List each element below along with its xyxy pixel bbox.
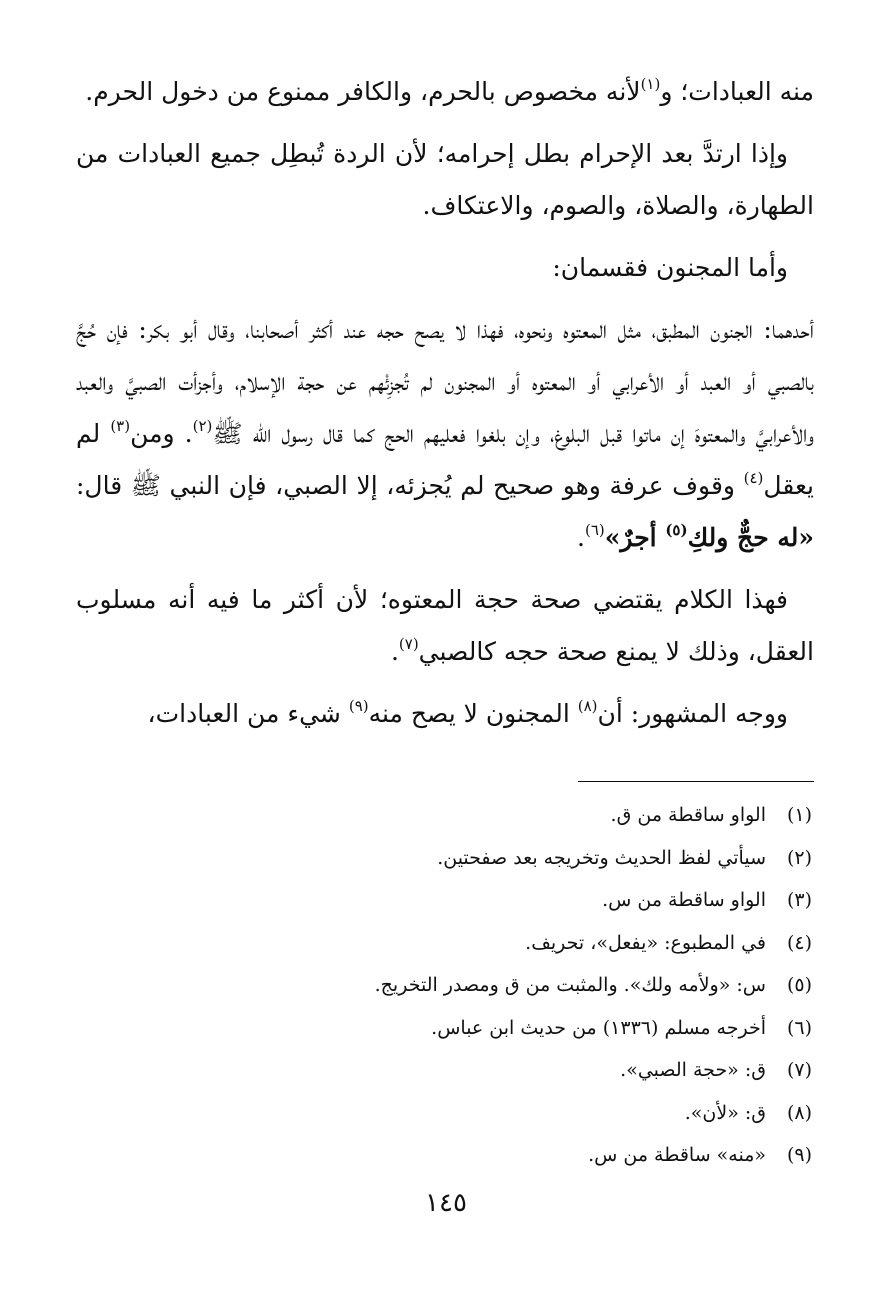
text-run: المجنون لا يصح منه xyxy=(368,699,578,728)
footnote-number: (٣) xyxy=(786,889,812,911)
footnote-ref[interactable]: (٢) xyxy=(192,416,213,435)
hadith-quote: «له حجٌّ ولكِ xyxy=(687,523,814,552)
footnote-text: س: «ولأمه ولك». والمثبت من ق ومصدر التخريج. xyxy=(374,974,766,996)
footnote-text: سيأتي لفظ الحديث وتخريجه بعد صفحتين. xyxy=(437,846,766,869)
text-run: لم يعقل xyxy=(76,419,814,500)
text-run: منه العبادات؛ و xyxy=(660,77,814,106)
text-run: وأما المجنون فقسمان: xyxy=(552,253,788,282)
footnote-ref[interactable]: (٧) xyxy=(398,634,419,653)
footnote-number: (٨) xyxy=(786,1101,812,1124)
hadith-quote: أجرٌ» xyxy=(604,523,666,552)
footnote-number: (٤) xyxy=(786,931,812,954)
footnote-ref[interactable]: (٥) xyxy=(665,520,688,539)
text-run: أحدهما: الجنون المطبق، مثل المعتوه ونحوه، فهذا لا يصح حجه عند أكثر أصحابنا، وقال أبو بكر: فإن حُجَّ بالصبي أو العبد أو الأعرابي أو المعتوه أو المجنون لم تُجزِئْهم عن حجة الإسلام، وأجزأت الصبيَّ والعبد والأعرابيَّ والمعتوهَ إن ماتوا قبل البلوغ، وإن بلغوا فعليهم الحج كما قال رسول الله ﷺ xyxy=(76,315,815,448)
text-run: شيء من العبادات، xyxy=(147,699,349,728)
footnote-text: الواو ساقطة من س. xyxy=(602,889,766,911)
footnote-ref[interactable]: (٨) xyxy=(577,696,598,715)
text-run: فهذا الكلام يقتضي صحة حجة المعتوه؛ لأن أكثر ما فيه أنه مسلوب العقل، وذلك لا يمنع صحة حجه كالصبي xyxy=(76,585,814,666)
paragraph-2 xyxy=(76,128,814,232)
paragraph-5 xyxy=(76,574,814,678)
footnote-number: (١) xyxy=(786,804,812,826)
text-run: . ومن xyxy=(130,419,193,448)
paragraph-3 xyxy=(76,242,814,294)
footnote-ref[interactable]: (٣) xyxy=(110,416,131,435)
paragraph-4 xyxy=(76,304,814,564)
footnote-text: «منه» ساقطة من س. xyxy=(588,1144,766,1166)
footnote-number: (٦) xyxy=(786,1016,812,1039)
footnote-item xyxy=(82,837,812,880)
page-number: ١٤٥ xyxy=(425,1188,467,1218)
footnote-item xyxy=(82,1092,812,1135)
footnote-ref[interactable]: (٤) xyxy=(743,468,764,487)
footnote-item xyxy=(82,794,812,837)
footnote-number: (٧) xyxy=(786,1059,812,1081)
footnote-item xyxy=(82,879,812,922)
text-run: . xyxy=(390,637,399,666)
footnote-item xyxy=(82,1134,812,1177)
footnote-ref[interactable]: (٩) xyxy=(348,696,369,715)
footnote-number: (٥) xyxy=(786,974,812,996)
paragraph-6 xyxy=(76,688,814,740)
footnote-item xyxy=(82,1007,812,1050)
text-run: وقوف عرفة وهو صحيح لم يُجزئه، إلا الصبي، فإن النبي ﷺ قال: xyxy=(76,471,744,500)
footnote-text: ق: «لأن». xyxy=(684,1101,766,1124)
footnotes xyxy=(82,794,812,1177)
text-run: وإذا ارتدَّ بعد الإحرام بطل إحرامه؛ لأن الردة تُبطِل جميع العبادات من الطهارة، والصلاة، والصوم، والاعتكاف. xyxy=(76,139,814,220)
footnote-text: ق: «حجة الصبي». xyxy=(620,1059,766,1081)
footnote-item xyxy=(82,964,812,1007)
footnote-number: (٩) xyxy=(786,1144,812,1166)
footnote-text: الواو ساقطة من ق. xyxy=(610,804,766,826)
text-run: . xyxy=(577,523,585,552)
footnote-ref[interactable]: (١) xyxy=(640,74,661,93)
footnote-text: أخرجه مسلم (١٣٣٦) من حديث ابن عباس. xyxy=(431,1016,766,1039)
footnote-item xyxy=(82,922,812,965)
text-run: ووجه المشهور: أن xyxy=(597,699,788,728)
footnote-separator xyxy=(578,781,814,782)
footnote-item xyxy=(82,1049,812,1092)
footnote-ref[interactable]: (٦) xyxy=(585,520,605,539)
paragraph-1 xyxy=(76,66,814,118)
main-text xyxy=(76,66,814,750)
footnote-number: (٢) xyxy=(786,846,812,869)
footnote-text: في المطبوع: «يفعل»، تحريف. xyxy=(525,931,766,954)
text-run: لأنه مخصوص بالحرم، والكافر ممنوع من دخول الحرم. xyxy=(85,77,641,106)
